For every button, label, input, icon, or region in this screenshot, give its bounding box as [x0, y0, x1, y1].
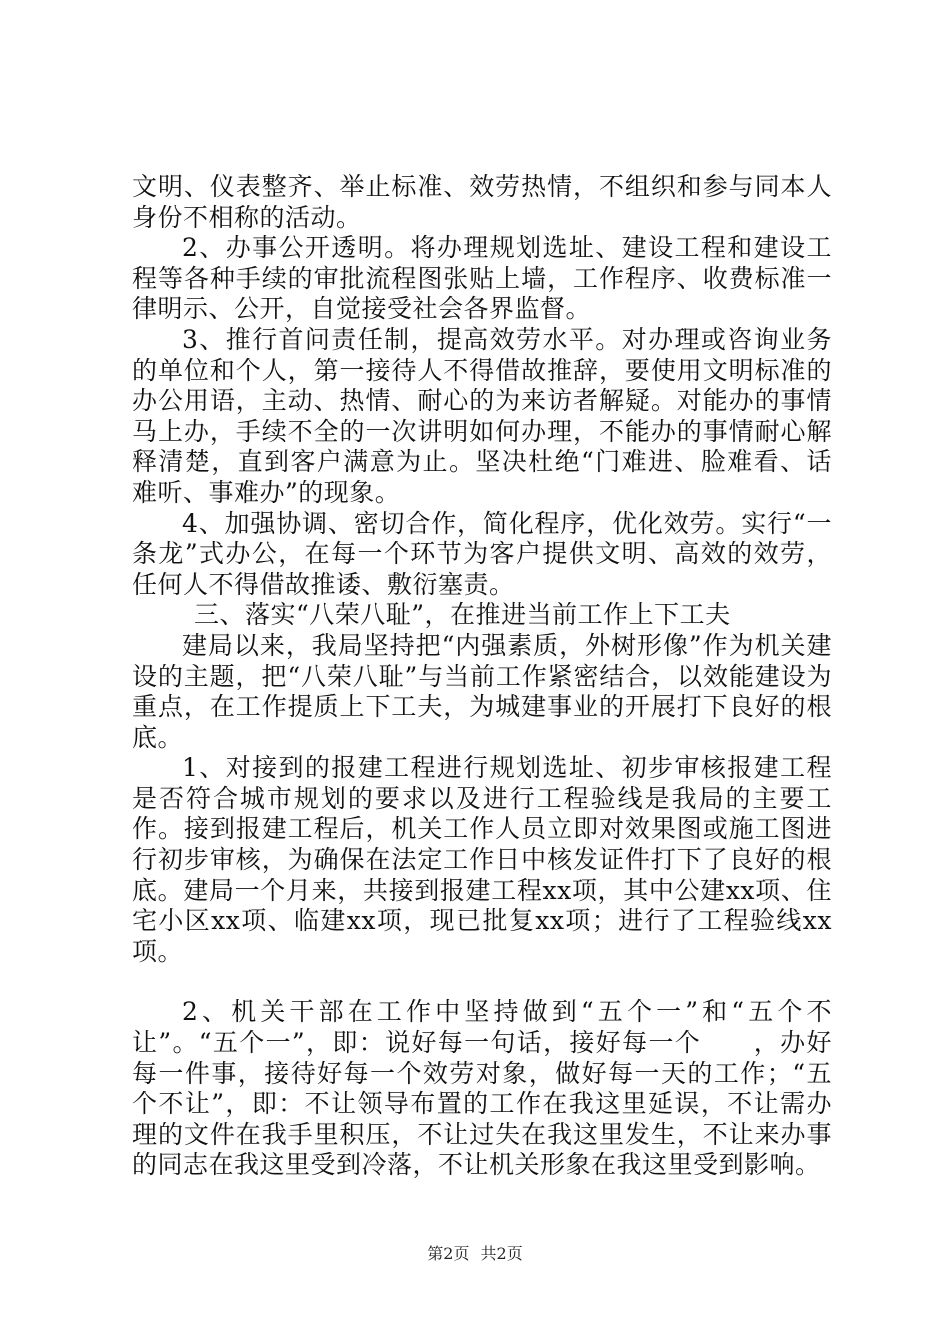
paragraph-item-4: 4、加强协调、密切合作，简化程序，优化效劳。实行“一条龙”式办公，在每一个环节为客户提供文明、高效的效劳，任何人不得借故推诿、敷衍塞责。: [132, 508, 832, 599]
page-total: 共2页: [480, 1244, 523, 1263]
section-heading-3: 三、落实“八荣八耻”，在推进当前工作上下工夫: [194, 600, 731, 630]
page-footer: [0, 1241, 950, 1264]
paragraph-section3-item-2: 2、机关干部在工作中坚持做到“五个一”和“五个不让”。“五个一”，即：说好每一句话，接好每一个 ，办好每一件事，接待好每一个效劳对象，做好每一天的工作；“五个不让”，即：不让领导布置的工作在我这里延误，不让需办理的文件在我手里积压，不让过失在我这里发生，不让来办事的同志在我这里受到冷落，不让机关形象在我这里受到影响。: [132, 997, 832, 1180]
paragraph-section3-item-1: 1、对接到的报建工程进行规划选址、初步审核报建工程是否符合城市规划的要求以及进行工程验线是我局的主要工作。接到报建工程后，机关工作人员立即对效果图或施工图进行初步审核，为确保在法定工作日中核发证件打下了良好的根底。建局一个月来，共接到报建工程xx项，其中公建xx项、住宅小区xx项、临建xx项，现已批复xx项；进行了工程验线xx项。: [132, 753, 832, 966]
paragraph-gap: [132, 967, 832, 997]
paragraph-continuation: 文明、仪表整齐、举止标准、效劳热情，不组织和参与同本人身份不相称的活动。: [132, 172, 832, 232]
document-body: [132, 172, 832, 1181]
paragraph-item-2: 2、办事公开透明。将办理规划选址、建设工程和建设工程等各种手续的审批流程图张贴上墙，工作程序、收费标准一律明示、公开，自觉接受社会各界监督。: [132, 233, 832, 324]
paragraph-intro: 建局以来，我局坚持把“内强素质，外树形像”作为机关建设的主题，把“八荣八耻”与当前工作紧密结合，以效能建设为重点，在工作提质上下工夫，为城建事业的开展打下良好的根底。: [132, 630, 832, 752]
page-number: 第2页: [427, 1244, 470, 1263]
paragraph-item-3: 3、推行首问责任制，提高效劳水平。对办理或咨询业务的单位和个人，第一接待人不得借故推辞，要使用文明标准的办公用语，主动、热情、耐心的为来访者解疑。对能办的事情马上办，手续不全的一次讲明如何办理，不能办的事情耐心解释清楚，直到客户满意为止。坚决杜绝“门难进、脸难看、话难听、事难办”的现象。: [132, 324, 832, 507]
